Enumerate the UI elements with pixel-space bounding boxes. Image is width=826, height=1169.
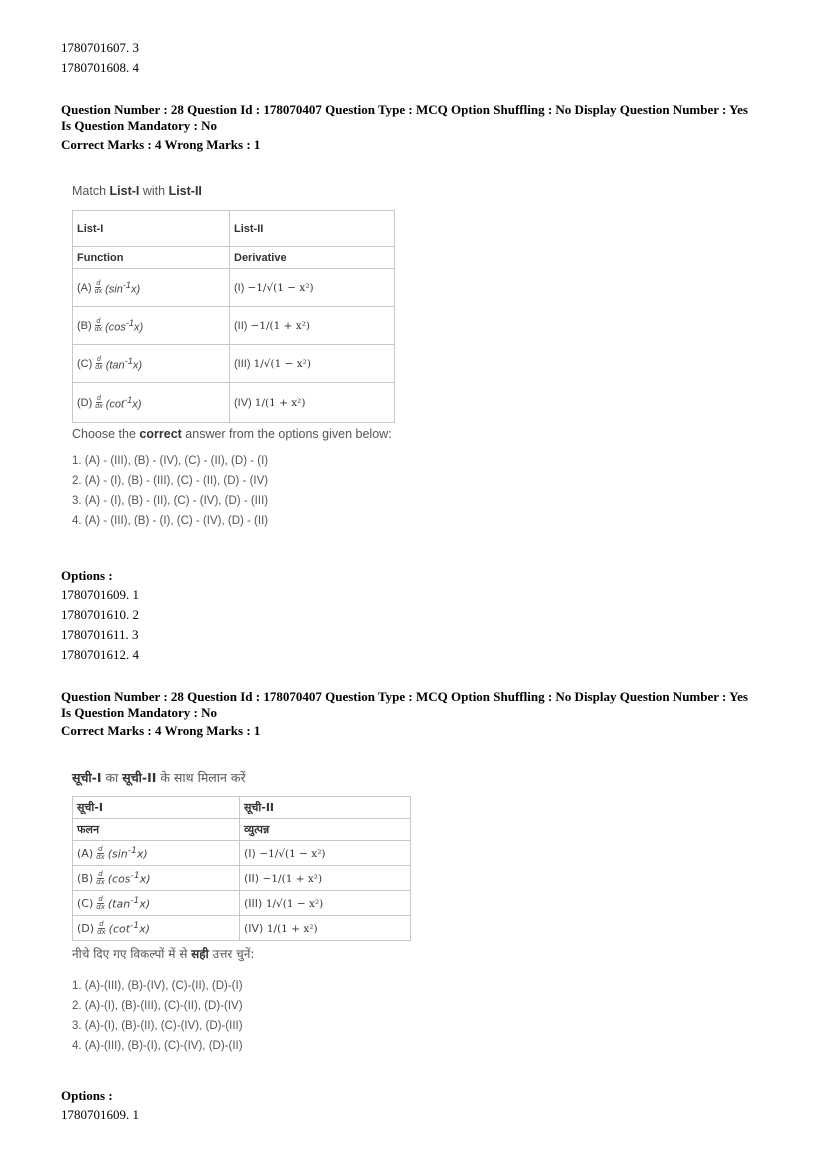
- table-header-cell: सूची-II: [240, 797, 411, 819]
- answer-choice: 3. (A) - (I), (B) - (II), (C) - (IV), (D) - (III): [72, 495, 269, 507]
- match-table: [72, 796, 411, 941]
- table-row: (B) $\frac{d}{dx}$ $(\cos^{-1}x)$ (II) −1/(1 + x²): [73, 307, 395, 345]
- table-row: (C) $\frac{d}{dx}$ $(\tan^{-1}x)$ (III) 1/√(1 − x²): [73, 891, 411, 916]
- answer-choice: 4. (A) - (III), (B) - (I), (C) - (IV), (D) - (II): [72, 515, 269, 527]
- options-label: Options :: [61, 1088, 113, 1103]
- table-header-cell: List-II: [230, 211, 395, 247]
- answer-choice: 2. (A)-(I), (B)-(III), (C)-(II), (D)-(IV): [72, 1000, 243, 1012]
- table-row: (C) $\frac{d}{dx}$ $(\tan^{-1}x)$ (III) 1/√(1 − x²): [73, 345, 395, 383]
- question-header: Question Number : 28 Question Id : 178070407 Question Type : MCQ Option Shuffling : No Display Question Number : Yes: [61, 102, 748, 117]
- option-item: 1780701609. 1: [61, 1107, 139, 1122]
- table-row: (B) $\frac{d}{dx}$ $(\cos^{-1}x)$ (II) −1/(1 + x²): [73, 866, 411, 891]
- question-mandatory: Is Question Mandatory : No: [61, 705, 218, 720]
- answer-choices: [72, 451, 395, 531]
- option-item: 1780701610. 2: [61, 607, 139, 622]
- question-prompt: Match List-I with List-II: [72, 184, 202, 198]
- table-subheader-cell: फलन: [73, 819, 240, 841]
- answer-choice: 3. (A)-(I), (B)-(II), (C)-(IV), (D)-(III): [72, 1020, 243, 1032]
- choose-instruction: Choose the correct answer from the options given below:: [72, 427, 392, 441]
- match-table: [72, 210, 395, 423]
- table-row: (D) $\frac{d}{dx}$ $(\cot^{-1}x)$ (IV) 1/(1 + x²): [73, 383, 395, 423]
- table-row: (A) $\frac{d}{dx}$ $(\sin^{-1}x)$ (I) −1/√(1 − x²): [73, 841, 411, 866]
- answer-choice: 2. (A) - (I), (B) - (III), (C) - (II), (D) - (IV): [72, 475, 269, 487]
- table-header-cell: List-I: [73, 211, 230, 247]
- answer-choice: 1. (A)-(III), (B)-(IV), (C)-(II), (D)-(I): [72, 980, 243, 992]
- table-subheader-cell: Derivative: [230, 247, 395, 269]
- table-row: (D) $\frac{d}{dx}$ $(\cot^{-1}x)$ (IV) 1/(1 + x²): [73, 916, 411, 941]
- answer-choice: 1. (A) - (III), (B) - (IV), (C) - (II), (D) - (I): [72, 455, 269, 467]
- question-marks: Correct Marks : 4 Wrong Marks : 1: [61, 723, 261, 738]
- prev-option: 1780701607. 3: [61, 40, 139, 55]
- option-item: 1780701612. 4: [61, 647, 139, 662]
- option-item: 1780701611. 3: [61, 627, 139, 642]
- table-row: (A) $\frac{d}{dx}$ $(\sin^{-1}x)$ (I) −1/√(1 − x²): [73, 269, 395, 307]
- question-image-hindi: [72, 769, 411, 1056]
- question-prompt: सूची-I का सूची-II के साथ मिलान करें: [72, 770, 246, 785]
- prev-option: 1780701608. 4: [61, 60, 139, 75]
- table-subheader-cell: व्युत्पन्न: [240, 819, 411, 841]
- option-item: 1780701609. 1: [61, 587, 139, 602]
- question-image-english: [72, 184, 395, 531]
- answer-choices: [72, 976, 411, 1056]
- options-label: Options :: [61, 568, 113, 583]
- question-mandatory: Is Question Mandatory : No: [61, 118, 218, 133]
- table-subheader-cell: Function: [73, 247, 230, 269]
- answer-choice: 4. (A)-(III), (B)-(I), (C)-(IV), (D)-(II): [72, 1040, 243, 1052]
- table-header-cell: सूची-I: [73, 797, 240, 819]
- question-header: Question Number : 28 Question Id : 178070407 Question Type : MCQ Option Shuffling : No Display Question Number : Yes: [61, 689, 748, 704]
- question-marks: Correct Marks : 4 Wrong Marks : 1: [61, 137, 261, 152]
- choose-instruction: नीचे दिए गए विकल्पों में से सही उत्तर चुनें:: [72, 947, 255, 961]
